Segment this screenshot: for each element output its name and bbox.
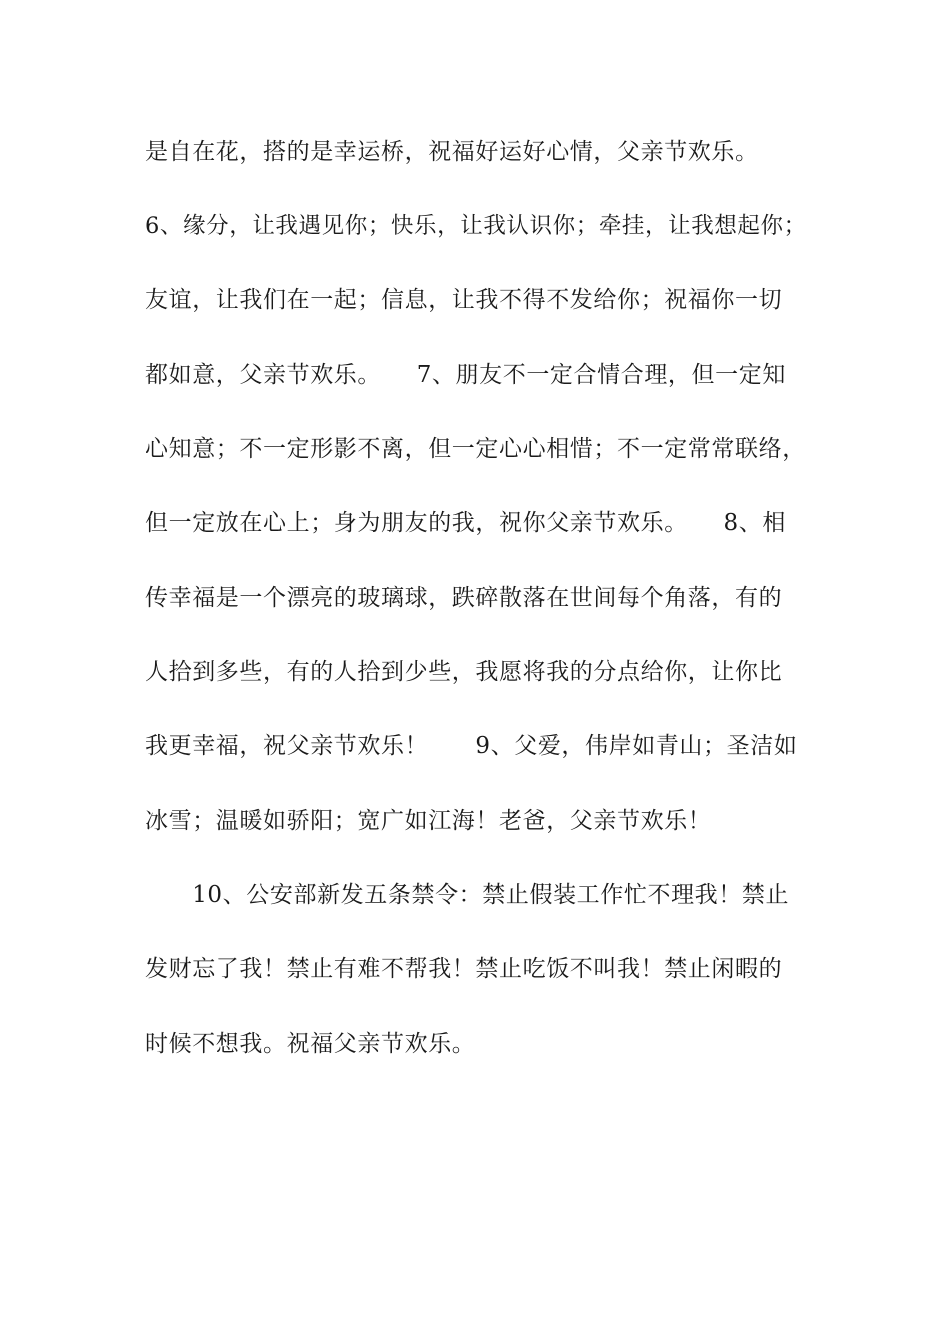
text-line: 时候不想我。祝福父亲节欢乐。: [145, 1031, 476, 1057]
text-line: 冰雪；温暖如骄阳；宽广如江海！老爸，父亲节欢乐！: [145, 808, 712, 834]
text-line: 是自在花，搭的是幸运桥，祝福好运好心情，父亲节欢乐。: [145, 139, 759, 165]
text-line: 我更幸福，祝父亲节欢乐！ 9、父爱，伟岸如青山；圣洁如: [145, 733, 798, 759]
text-line: 10、公安部新发五条禁令：禁止假装工作忙不理我！禁止: [145, 882, 790, 908]
text-line: 但一定放在心上；身为朋友的我，祝你父亲节欢乐。 8、相: [145, 510, 786, 536]
text-line: 传幸福是一个漂亮的玻璃球，跌碎散落在世间每个角落，有的: [145, 585, 783, 611]
text-line: 心知意；不一定形影不离，但一定心心相惜；不一定常常联络，: [145, 436, 806, 462]
text-line: 发财忘了我！禁止有难不帮我！禁止吃饭不叫我！禁止闲暇的: [145, 956, 783, 982]
text-line: 友谊，让我们在一起；信息，让我不得不发给你；祝福你一切: [145, 287, 783, 313]
text-line: 都如意，父亲节欢乐。 7、朋友不一定合情合理，但一定知: [145, 362, 786, 388]
text-line: 6、缘分，让我遇见你；快乐，让我认识你；牵挂，让我想起你；: [145, 213, 807, 239]
text-line: 人拾到多些，有的人拾到少些，我愿将我的分点给你，让你比: [145, 659, 783, 685]
